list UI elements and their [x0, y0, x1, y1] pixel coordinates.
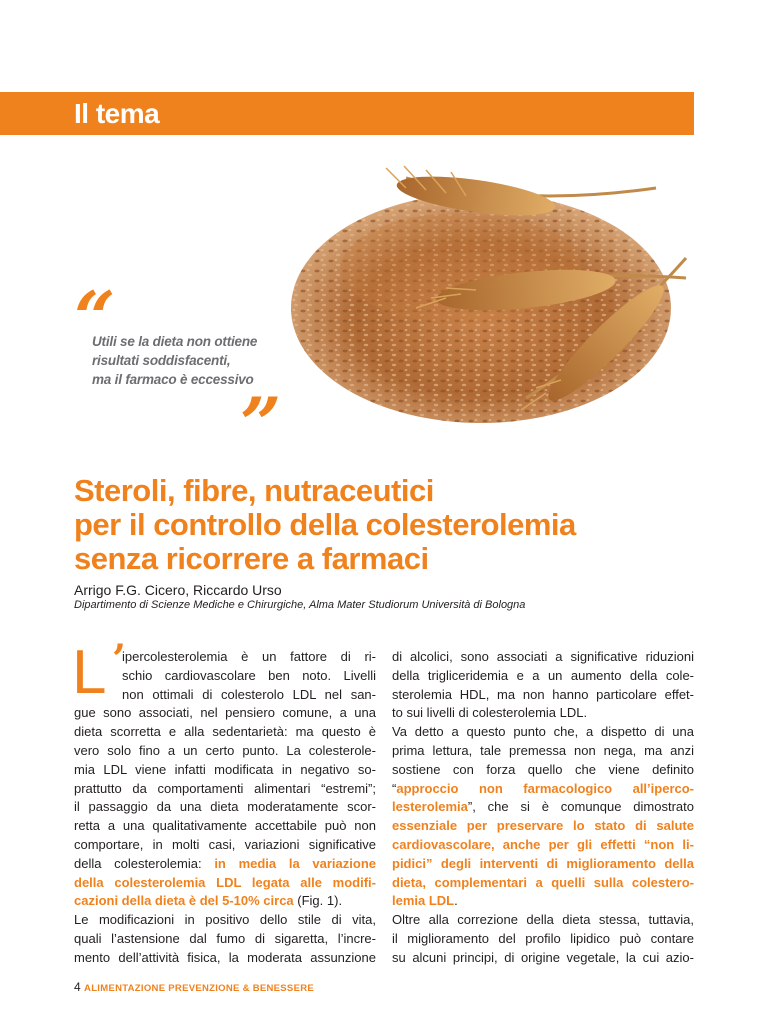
body-line [392, 892, 694, 911]
body-text: ” [467, 799, 473, 815]
body-line: ipercolesterolemia è un fattore di ri- [122, 649, 376, 664]
body-line: prattutto da comportamenti alimentari “estremi”; [74, 780, 376, 796]
body-line: non ottimali di colesterolo LDL nel san- [122, 686, 376, 702]
body-line: su alcuni principi, di origine vegetale, la cui azio- [392, 949, 694, 965]
body-line: prima lettura, tale premessa non nega, ma anzi [392, 742, 694, 758]
highlight-text: lesterolemia [392, 799, 468, 815]
highlight-line: dieta, complementari a quelli sulla colestero- [392, 874, 694, 890]
pull-quote-line: risultati soddisfacenti, [92, 353, 231, 368]
highlight-text: approccio non farmacologico all’iperco- [396, 780, 694, 796]
highlight-line: pidici” degli interventi di miglioramento della [392, 855, 694, 871]
article-title-line: per il controllo della colesterolemia [74, 507, 576, 542]
article-affiliation: Dipartimento di Scienze Mediche e Chirurgiche, Alma Mater Studiorum Università di Bologna [74, 599, 526, 611]
body-line: mento dell’attività fisica, la moderata assunzione [74, 949, 376, 965]
body-line: della trigliceridemia e a un aumento della cole- [392, 667, 694, 683]
body-line: schio cardiovascolare ben noto. Livelli [122, 667, 376, 683]
article-title-line: Steroli, fibre, nutraceutici [74, 473, 434, 508]
page-footer [74, 980, 314, 994]
body-column-right [392, 648, 694, 968]
article-title-line: senza ricorrere a farmaci [74, 541, 429, 576]
wheat-bran-image [286, 148, 696, 433]
drop-cap-apostrophe: ’ [112, 636, 126, 683]
highlight-line: essenziale per preservare lo stato di salute [392, 818, 694, 834]
body-column-left [74, 648, 376, 968]
body-line: mia LDL viene infatti modificata in negativo so- [74, 761, 376, 777]
body-line: Oltre alla correzione della dieta stessa, tuttavia, [392, 912, 694, 928]
pull-quote-line: Utili se la dieta non ottiene [92, 334, 258, 349]
article-authors: Arrigo F.G. Cicero, Riccardo Urso [74, 582, 282, 598]
body-line: gue sono associati, nel pensiero comune, a una [74, 705, 376, 721]
close-quote-mark: ” [240, 381, 282, 466]
body-line: vero solo fino a un certo punto. La colesterole- [74, 742, 376, 758]
body-text: “ [392, 780, 397, 796]
highlight-line: cardiovascolare, anche per gli effetti “non li- [392, 836, 694, 852]
body-line: retta a una qualitativamente accettabile può non [74, 818, 376, 834]
pull-quote-line: ma il farmaco è eccessivo [92, 372, 254, 387]
highlight-text: lemia LDL [392, 893, 455, 909]
body-line: Va detto a questo punto che, a dispetto di una [392, 724, 694, 740]
section-header-band [0, 92, 694, 135]
body-line: il miglioramento del profilo lipidico può contare [392, 930, 694, 946]
highlight-line: della colesterolemia LDL legata alle modifi- [74, 874, 376, 890]
page-number: 4 [74, 980, 81, 994]
body-line [392, 798, 694, 817]
magazine-name: ALIMENTAZIONE PREVENZIONE & BENESSERE [84, 983, 315, 994]
body-line [74, 855, 376, 874]
drop-cap-letter: L [72, 638, 107, 707]
body-line: Le modificazioni in positivo dello stile di vita, [74, 912, 376, 928]
body-text: della colesterolemia: [74, 855, 215, 871]
figure-reference: (Fig. 1). [293, 893, 343, 909]
body-text: . [454, 893, 458, 909]
body-text: , che si è comunque dimostrato [472, 799, 694, 815]
body-line: sostiene con forza quello che viene definito [392, 761, 694, 777]
highlight-text: in media la variazione [214, 855, 376, 871]
body-line: to sui livelli di colesterolemia LDL. [392, 705, 588, 721]
body-line: di alcolici, sono associati a significative riduzioni [392, 649, 694, 664]
article-title [74, 474, 576, 576]
body-line [74, 892, 376, 911]
body-line [392, 780, 694, 799]
body-line: comportare, in molti casi, variazioni significative [74, 836, 376, 852]
open-quote-mark: “ [74, 275, 116, 360]
section-label: Il tema [74, 98, 160, 129]
body-line: sterolemia HDL, ma non hanno particolare effet- [392, 686, 694, 702]
body-line: quali l’astensione dal fumo di sigaretta, l’incre- [74, 930, 376, 946]
highlight-text: cazioni della dieta è del 5-10% circa [74, 893, 294, 909]
body-line: il passaggio da una dieta moderatamente scor- [74, 799, 376, 815]
body-line: dieta scorretta e alla sedentarietà: ma questo è [74, 724, 376, 740]
